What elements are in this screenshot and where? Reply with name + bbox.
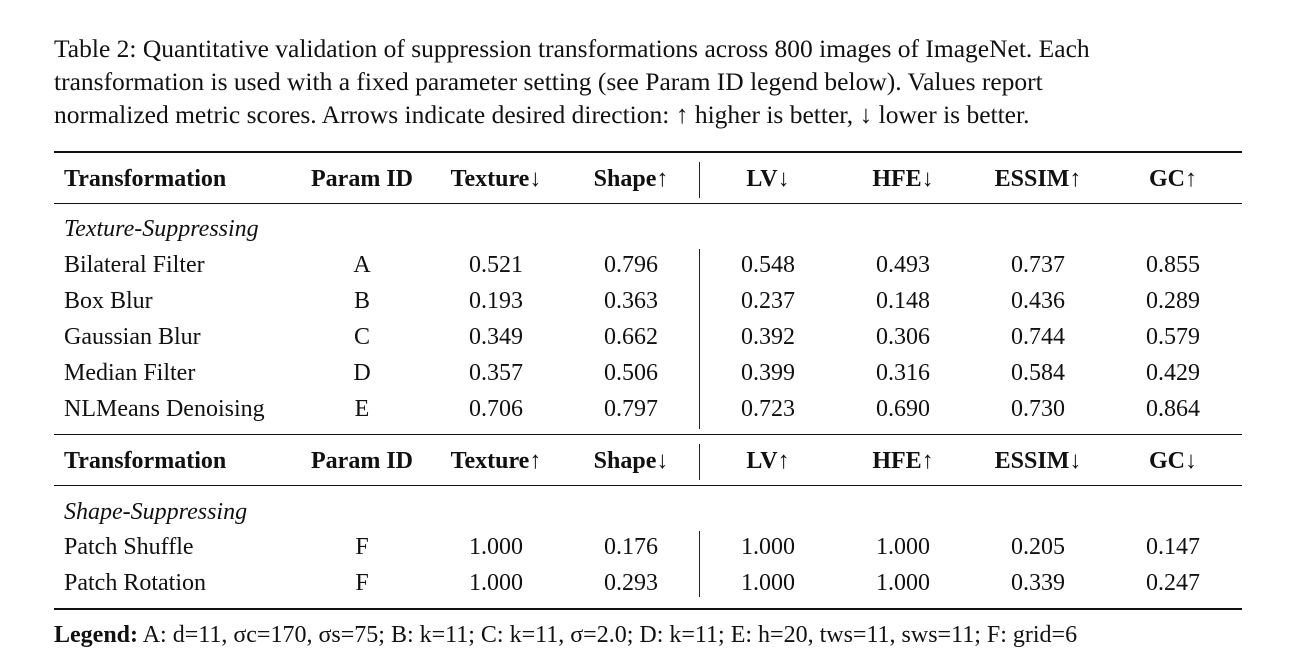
- legend-label: Legend:: [54, 622, 138, 648]
- table-cell: 0.737: [1011, 252, 1065, 278]
- table-cell: C: [353, 324, 371, 350]
- column-separator: [699, 444, 700, 480]
- column-separator: [699, 162, 700, 198]
- table-cell: 0.521: [469, 252, 523, 278]
- table-cell: F: [355, 570, 369, 596]
- header-cell: ESSIM↓: [994, 448, 1082, 474]
- header-cell: Param ID: [311, 448, 413, 474]
- header-cell: GC↓: [1149, 448, 1197, 474]
- param-legend: [54, 620, 1077, 650]
- table-cell: 0.723: [741, 396, 795, 422]
- table-cell: 0.506: [604, 360, 658, 386]
- table-cell: 0.429: [1146, 360, 1200, 386]
- table-cell: A: [353, 252, 371, 278]
- table-cell: 0.363: [604, 288, 658, 314]
- table-cell: 0.796: [604, 252, 658, 278]
- header-cell: LV↑: [746, 448, 790, 474]
- table-cell: 0.855: [1146, 252, 1200, 278]
- table-cell: 0.706: [469, 396, 523, 422]
- table-cell: 0.399: [741, 360, 795, 386]
- row-label: Gaussian Blur: [64, 324, 201, 350]
- table-rule: [54, 203, 1242, 204]
- header-cell: HFE↑: [872, 448, 934, 474]
- table-caption: [54, 32, 1254, 131]
- row-label: Box Blur: [64, 288, 153, 314]
- row-label: Patch Shuffle: [64, 534, 194, 560]
- table-cell: 1.000: [741, 534, 795, 560]
- header-cell: Texture↓: [450, 166, 542, 192]
- table-cell: 1.000: [876, 570, 930, 596]
- header-cell: Param ID: [311, 166, 413, 192]
- table-cell: 0.797: [604, 396, 658, 422]
- table-cell: 0.436: [1011, 288, 1065, 314]
- table-cell: 1.000: [469, 570, 523, 596]
- table-cell: 1.000: [876, 534, 930, 560]
- table-cell: 0.349: [469, 324, 523, 350]
- table-cell: 0.247: [1146, 570, 1200, 596]
- table-cell: 0.584: [1011, 360, 1065, 386]
- row-label: Median Filter: [64, 360, 196, 386]
- header-cell: LV↓: [746, 166, 790, 192]
- legend-text: A: d=11, σc=170, σs=75; B: k=11; C: k=11, σ=2.0; D: k=11; E: h=20, tws=11, sws=11; F: grid=6: [142, 622, 1078, 648]
- table-cell: 0.205: [1011, 534, 1065, 560]
- header-cell: Transformation: [64, 448, 227, 474]
- table-cell: 0.392: [741, 324, 795, 350]
- caption-line-2: transformation is used with a fixed parameter setting (see Param ID legend below). Values report: [54, 67, 1043, 96]
- table-cell: 0.148: [876, 288, 930, 314]
- table-cell: E: [354, 396, 370, 422]
- table-rule: [54, 608, 1242, 610]
- table-cell: D: [353, 360, 371, 386]
- table-cell: 0.579: [1146, 324, 1200, 350]
- table-cell: 0.306: [876, 324, 930, 350]
- table-cell: 0.147: [1146, 534, 1200, 560]
- table-cell: 0.493: [876, 252, 930, 278]
- table-cell: 0.289: [1146, 288, 1200, 314]
- table-cell: 1.000: [741, 570, 795, 596]
- header-cell: HFE↓: [872, 166, 934, 192]
- row-label: Bilateral Filter: [64, 252, 205, 278]
- table-cell: 0.316: [876, 360, 930, 386]
- header-cell: ESSIM↑: [994, 166, 1082, 192]
- table-cell: 0.193: [469, 288, 523, 314]
- table-cell: 0.357: [469, 360, 523, 386]
- table-cell: 0.662: [604, 324, 658, 350]
- table-cell: 1.000: [469, 534, 523, 560]
- table-cell: 0.744: [1011, 324, 1065, 350]
- table-rule: [54, 434, 1242, 435]
- section-label: Shape-Suppressing: [64, 499, 248, 525]
- section-label: Texture-Suppressing: [64, 216, 259, 242]
- header-cell: GC↑: [1149, 166, 1197, 192]
- column-separator: [699, 531, 700, 597]
- header-cell: Texture↑: [450, 448, 542, 474]
- table-rule: [54, 151, 1242, 153]
- table-rule: [54, 485, 1242, 486]
- header-cell: Transformation: [64, 166, 227, 192]
- table-cell: F: [355, 534, 369, 560]
- table-cell: B: [353, 288, 371, 314]
- header-cell: Shape↓: [593, 448, 669, 474]
- row-label: NLMeans Denoising: [64, 396, 265, 422]
- table-cell: 0.864: [1146, 396, 1200, 422]
- table-cell: 0.293: [604, 570, 658, 596]
- caption-line-1: Table 2: Quantitative validation of suppression transformations across 800 images of ImageNet. Each: [54, 34, 1090, 63]
- caption-line-3: normalized metric scores. Arrows indicate desired direction: ↑ higher is better, ↓ lower is better.: [54, 100, 1030, 129]
- table-cell: 0.548: [741, 252, 795, 278]
- table-cell: 0.690: [876, 396, 930, 422]
- table-cell: 0.730: [1011, 396, 1065, 422]
- row-label: Patch Rotation: [64, 570, 206, 596]
- header-cell: Shape↑: [593, 166, 669, 192]
- table-cell: 0.237: [741, 288, 795, 314]
- column-separator: [699, 249, 700, 429]
- table-cell: 0.176: [604, 534, 658, 560]
- table-cell: 0.339: [1011, 570, 1065, 596]
